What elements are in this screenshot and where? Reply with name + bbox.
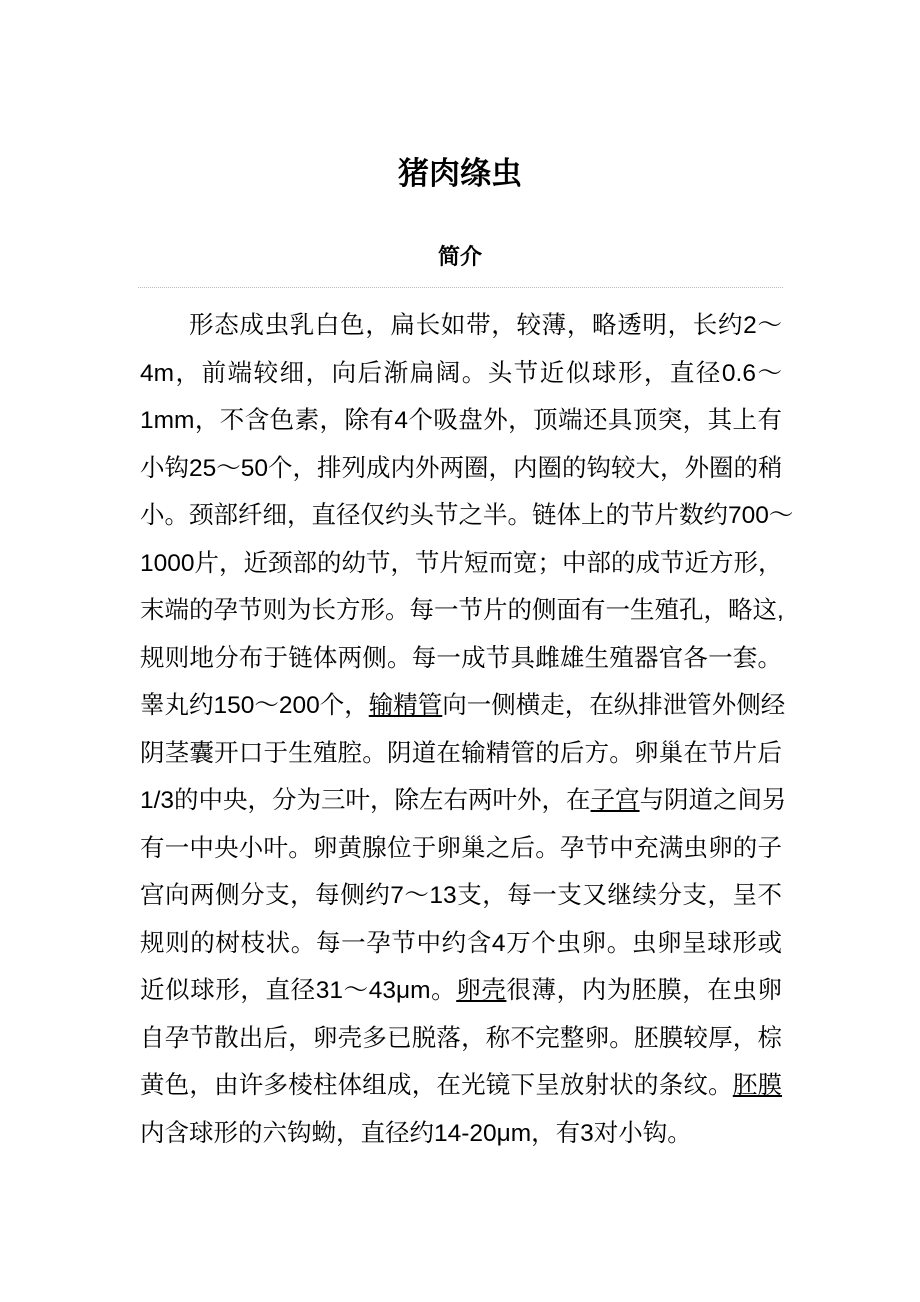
text-segment: 向一侧横走，在纵排泄管外侧经 [442,692,786,719]
text-segment: 1mm，不含色素，除有4个吸盘外，顶端还具顶突，其上有 [140,407,782,434]
text-line [140,402,782,450]
paragraph [140,307,794,1162]
text-segment: 宫向两侧分支，每侧约7～13支，每一支又继续分支，呈不 [140,882,782,909]
text-line [140,877,782,925]
text-segment: 阴茎囊开口于生殖腔。阴道在输精管的后方。卵巢在节片后 [140,739,782,767]
text-segment: 1/3的中央，分为三叶，除左右两叶外，在 [140,787,591,814]
text-line [140,355,782,403]
link-term[interactable]: 输精管 [368,692,443,719]
text-line [140,545,782,593]
section-heading: 简介 [437,244,482,269]
text-segment: 黄色，由许多棱柱体组成，在光镜下呈放射状的条纹。 [140,1072,733,1099]
text-line [140,450,782,498]
link-term[interactable]: 子宫 [590,787,640,814]
text-line [140,592,782,640]
text-segment: 近似球形，直径31～43μm。 [140,977,457,1004]
text-line [140,1067,782,1115]
text-line [140,972,782,1020]
text-line [140,735,782,783]
text-line [140,1020,782,1068]
text-segment: 小。颈部纤细，直径仅约头节之半。链体上的节片数约700～ [140,502,794,529]
text-line [140,782,787,830]
text-line [140,830,782,878]
text-segment: 小钩25～50个，排列成内外两圈，内圈的钩较大，外圈的稍 [140,454,783,482]
text-segment: 与阴道之间另 [639,787,787,814]
text-segment: 睾丸约150～200个， [140,692,369,719]
text-segment: 末端的孕节则为长方形。每一节片的侧面有一生殖孔，略这, [140,597,784,624]
text-line [140,1115,782,1163]
text-segment: 内含球形的六钩蚴，直径约14-20μm，有3对小钩。 [140,1119,692,1147]
link-term[interactable]: 胚膜 [732,1072,783,1099]
text-segment: 形态成虫乳白色，扁长如带，较薄，略透明，长约2～ [189,312,782,339]
text-line [140,307,782,355]
text-segment: 规则地分布于链体两侧。每一成节具雌雄生殖器官各一套。 [140,644,782,672]
text-segment: 1000片，近颈部的幼节，节片短而宽；中部的成节近方形， [140,549,783,577]
text-segment: 自孕节散出后，卵壳多已脱落，称不完整卵。胚膜较厚，棕 [140,1024,782,1052]
text-line [140,925,782,973]
text-line [140,497,794,545]
link-term[interactable]: 卵壳 [456,977,507,1004]
text-segment: 很薄，内为胚膜，在虫卵 [506,977,783,1004]
document-title: 猪肉绦虫 [398,156,522,191]
divider [138,287,783,288]
text-line [140,687,786,735]
text-segment: 规则的树枝状。每一孕节中约含4万个虫卵。虫卵呈球形或 [140,929,782,957]
text-line [140,640,782,688]
text-segment: 4m，前端较细，向后渐扁阔。头节近似球形，直径0.6～ [140,359,782,387]
text-segment: 有一中央小叶。卵黄腺位于卵巢之后。孕节中充满虫卵的子 [140,834,782,862]
